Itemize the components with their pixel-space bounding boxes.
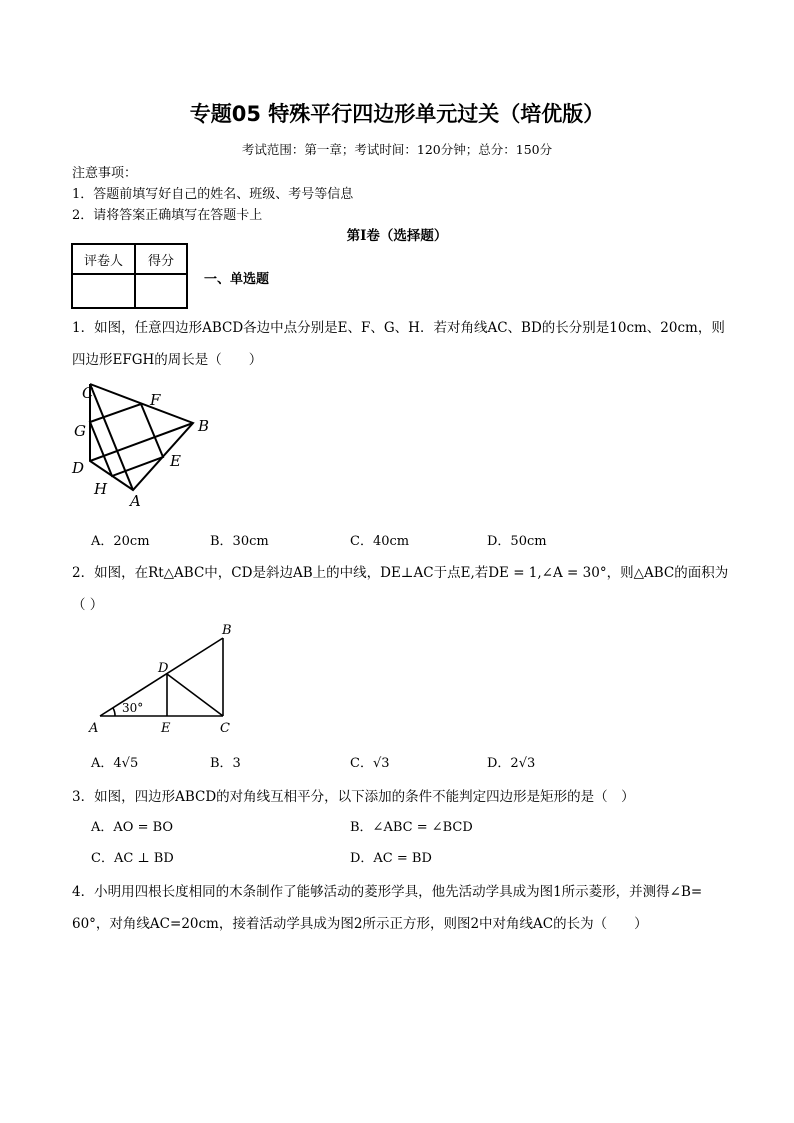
q2-option-a: A．4√5 — [91, 756, 139, 771]
score-table-score-cell — [135, 274, 187, 308]
q2-option-c: C．√3 — [350, 756, 390, 771]
score-table-grader-cell — [72, 274, 135, 308]
q1-label-C: C — [82, 384, 94, 402]
q1-label-D: D — [72, 459, 85, 477]
q1-option-b: B．30cm — [210, 534, 269, 549]
page-title: 专题05 特殊平行四边形单元过关（培优版） — [189, 102, 605, 126]
q2-label-D: D — [158, 661, 169, 676]
volume-title: 第I卷（选择题） — [346, 228, 448, 244]
score-table-header-grader: 评卷人 — [72, 244, 135, 274]
q1-quadrilateral-figure — [60, 378, 230, 513]
q3-option-b: B．∠ABC = ∠BCD — [350, 820, 473, 835]
q1-label-A: A — [130, 492, 141, 510]
notes-heading: 注意事项： — [72, 166, 138, 181]
q1-label-E: E — [170, 452, 181, 470]
q1-label-B: B — [198, 417, 210, 435]
q2-option-d: D．2√3 — [487, 756, 536, 771]
q3-stem-line1: 3．如图，四边形ABCD的对角线互相平分，以下添加的条件不能判定四边形是矩形的是（ ） — [72, 789, 635, 805]
q3-option-a: A．AO = BO — [91, 820, 174, 835]
q1-option-a: A．20cm — [91, 534, 150, 549]
q2-right-triangle-figure — [85, 620, 245, 738]
score-table-header-score: 得分 — [135, 244, 187, 274]
q2-label-B: B — [222, 623, 232, 638]
q1-label-F: F — [150, 391, 161, 409]
section-title: 一、单选题 — [204, 272, 270, 287]
q1-option-c: C．40cm — [350, 534, 410, 549]
q1-label-G: G — [74, 422, 86, 440]
note-item-1: 1．答题前填写好自己的姓名、班级、考号等信息 — [72, 187, 354, 202]
note-item-2: 2．请将答案正确填写在答题卡上 — [72, 208, 263, 223]
q4-stem-line1: 4．小明用四根长度相同的木条制作了能够活动的菱形学具，他先活动学具成为图1所示菱形，并测得∠B= — [72, 884, 703, 900]
exam-info: 考试范围：第一章；考试时间：120分钟；总分：150分 — [241, 142, 553, 157]
q3-option-c: C．AC ⊥ BD — [91, 851, 174, 866]
q2-label-A: A — [89, 721, 99, 736]
q1-label-H: H — [94, 480, 108, 498]
q2-angle-label: 30° — [122, 701, 144, 715]
q2-option-b: B．3 — [210, 756, 241, 771]
q3-option-d: D．AC = BD — [350, 851, 432, 866]
q2-stem-line1: 2．如图，在Rt△ABC中，CD是斜边AB上的中线，DE⊥AC于点E,若DE = 1,∠A = 30°，则△ABC的面积为 — [72, 565, 729, 581]
q2-label-C: C — [220, 721, 230, 736]
q1-option-d: D．50cm — [487, 534, 547, 549]
q1-stem-line2: 四边形EFGH的周长是（ ） — [72, 352, 263, 368]
q4-stem-line2: 60°，对角线AC=20cm，接着活动学具成为图2所示正方形，则图2中对角线AC的长为（ ） — [72, 916, 648, 932]
q1-stem-line1: 1．如图，任意四边形ABCD各边中点分别是E、F、G、H．若对角线AC、BD的长分别是10cm、20cm，则 — [72, 320, 725, 336]
q2-stem-line2: （ ） — [72, 597, 104, 613]
score-table — [71, 243, 188, 309]
q2-label-E: E — [161, 721, 171, 736]
